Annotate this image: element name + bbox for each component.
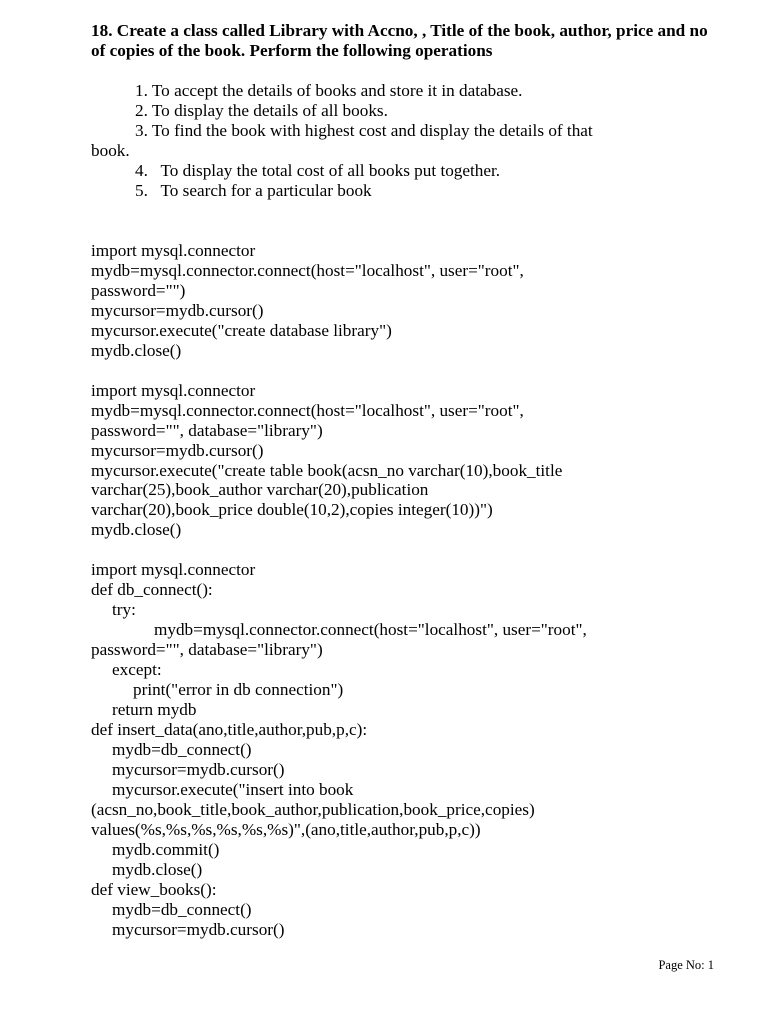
code-line: mycursor=mydb.cursor() xyxy=(112,759,285,779)
task-number: 4. xyxy=(135,161,148,180)
code-line: mycursor=mydb.cursor() xyxy=(91,300,264,320)
task-item-continuation xyxy=(91,141,721,161)
task-number: 3. xyxy=(135,121,148,140)
task-text: To search for a particular book xyxy=(147,181,372,200)
code-line: def insert_data(ano,title,author,pub,p,c): xyxy=(91,719,368,739)
code-line: varchar(25),book_author varchar(20),publication xyxy=(91,480,429,500)
code-line: import mysql.connector xyxy=(91,241,256,260)
task-text: To display the details of all books. xyxy=(147,101,388,120)
code-line: def db_connect(): xyxy=(91,580,213,600)
code-block-functions xyxy=(91,560,721,939)
code-line: mycursor.execute("create table book(acsn_no varchar(10),book_title xyxy=(91,460,563,480)
code-line: return mydb xyxy=(112,700,197,720)
code-line: except: xyxy=(112,660,162,680)
code-block-create-database xyxy=(91,241,721,361)
code-line: password="", database="library") xyxy=(91,640,323,660)
task-list xyxy=(91,81,721,201)
task-text: To display the total cost of all books put together. xyxy=(147,161,501,180)
task-text: To accept the details of books and store it in database. xyxy=(147,81,523,100)
code-line: mydb=mysql.connector.connect(host="localhost", user="root", xyxy=(154,620,587,640)
task-item xyxy=(91,181,721,201)
task-item xyxy=(91,161,721,181)
code-line: mydb=db_connect() xyxy=(112,739,252,759)
task-number: 5. xyxy=(135,181,148,200)
task-item xyxy=(91,101,721,121)
task-item xyxy=(91,81,721,101)
code-line: mydb.close() xyxy=(91,520,182,540)
code-line: mycursor.execute("insert into book xyxy=(112,779,354,799)
code-line: import mysql.connector xyxy=(91,380,256,400)
code-line: def view_books(): xyxy=(91,879,217,899)
code-line: varchar(20),book_price double(10,2),copies integer(10))") xyxy=(91,500,493,520)
code-line: mycursor=mydb.cursor() xyxy=(91,440,264,460)
code-line: values(%s,%s,%s,%s,%s,%s)",(ano,title,author,pub,p,c)) xyxy=(91,819,481,839)
code-line: try: xyxy=(112,600,136,620)
code-line: mydb=mysql.connector.connect(host="localhost", user="root", xyxy=(91,260,524,280)
code-line: mydb.close() xyxy=(112,859,203,879)
document-body xyxy=(91,21,721,939)
code-line: (acsn_no,book_title,book_author,publication,book_price,copies) xyxy=(91,799,535,819)
task-text: book. xyxy=(91,141,130,160)
code-line: mycursor.execute("create database library") xyxy=(91,320,392,340)
code-line: print("error in db connection") xyxy=(133,680,344,700)
task-item xyxy=(91,121,721,141)
code-line: password="") xyxy=(91,280,186,300)
task-number: 1. xyxy=(135,81,148,100)
task-number: 2. xyxy=(135,101,148,120)
question-heading: 18. Create a class called Library with Accno, , Title of the book, author, price and no of copies of the book. Perform the following operations xyxy=(91,21,708,60)
code-line: mydb=db_connect() xyxy=(112,899,252,919)
code-line: mydb.close() xyxy=(91,340,182,360)
code-line: password="", database="library") xyxy=(91,420,323,440)
code-line: import mysql.connector xyxy=(91,560,256,580)
code-line: mydb.commit() xyxy=(112,839,220,859)
code-line: mycursor=mydb.cursor() xyxy=(112,919,285,939)
task-text: To find the book with highest cost and display the details of that xyxy=(147,121,593,140)
code-block-create-table xyxy=(91,381,721,541)
code-line: mydb=mysql.connector.connect(host="localhost", user="root", xyxy=(91,400,524,420)
page-number: Page No: 1 xyxy=(658,958,714,972)
